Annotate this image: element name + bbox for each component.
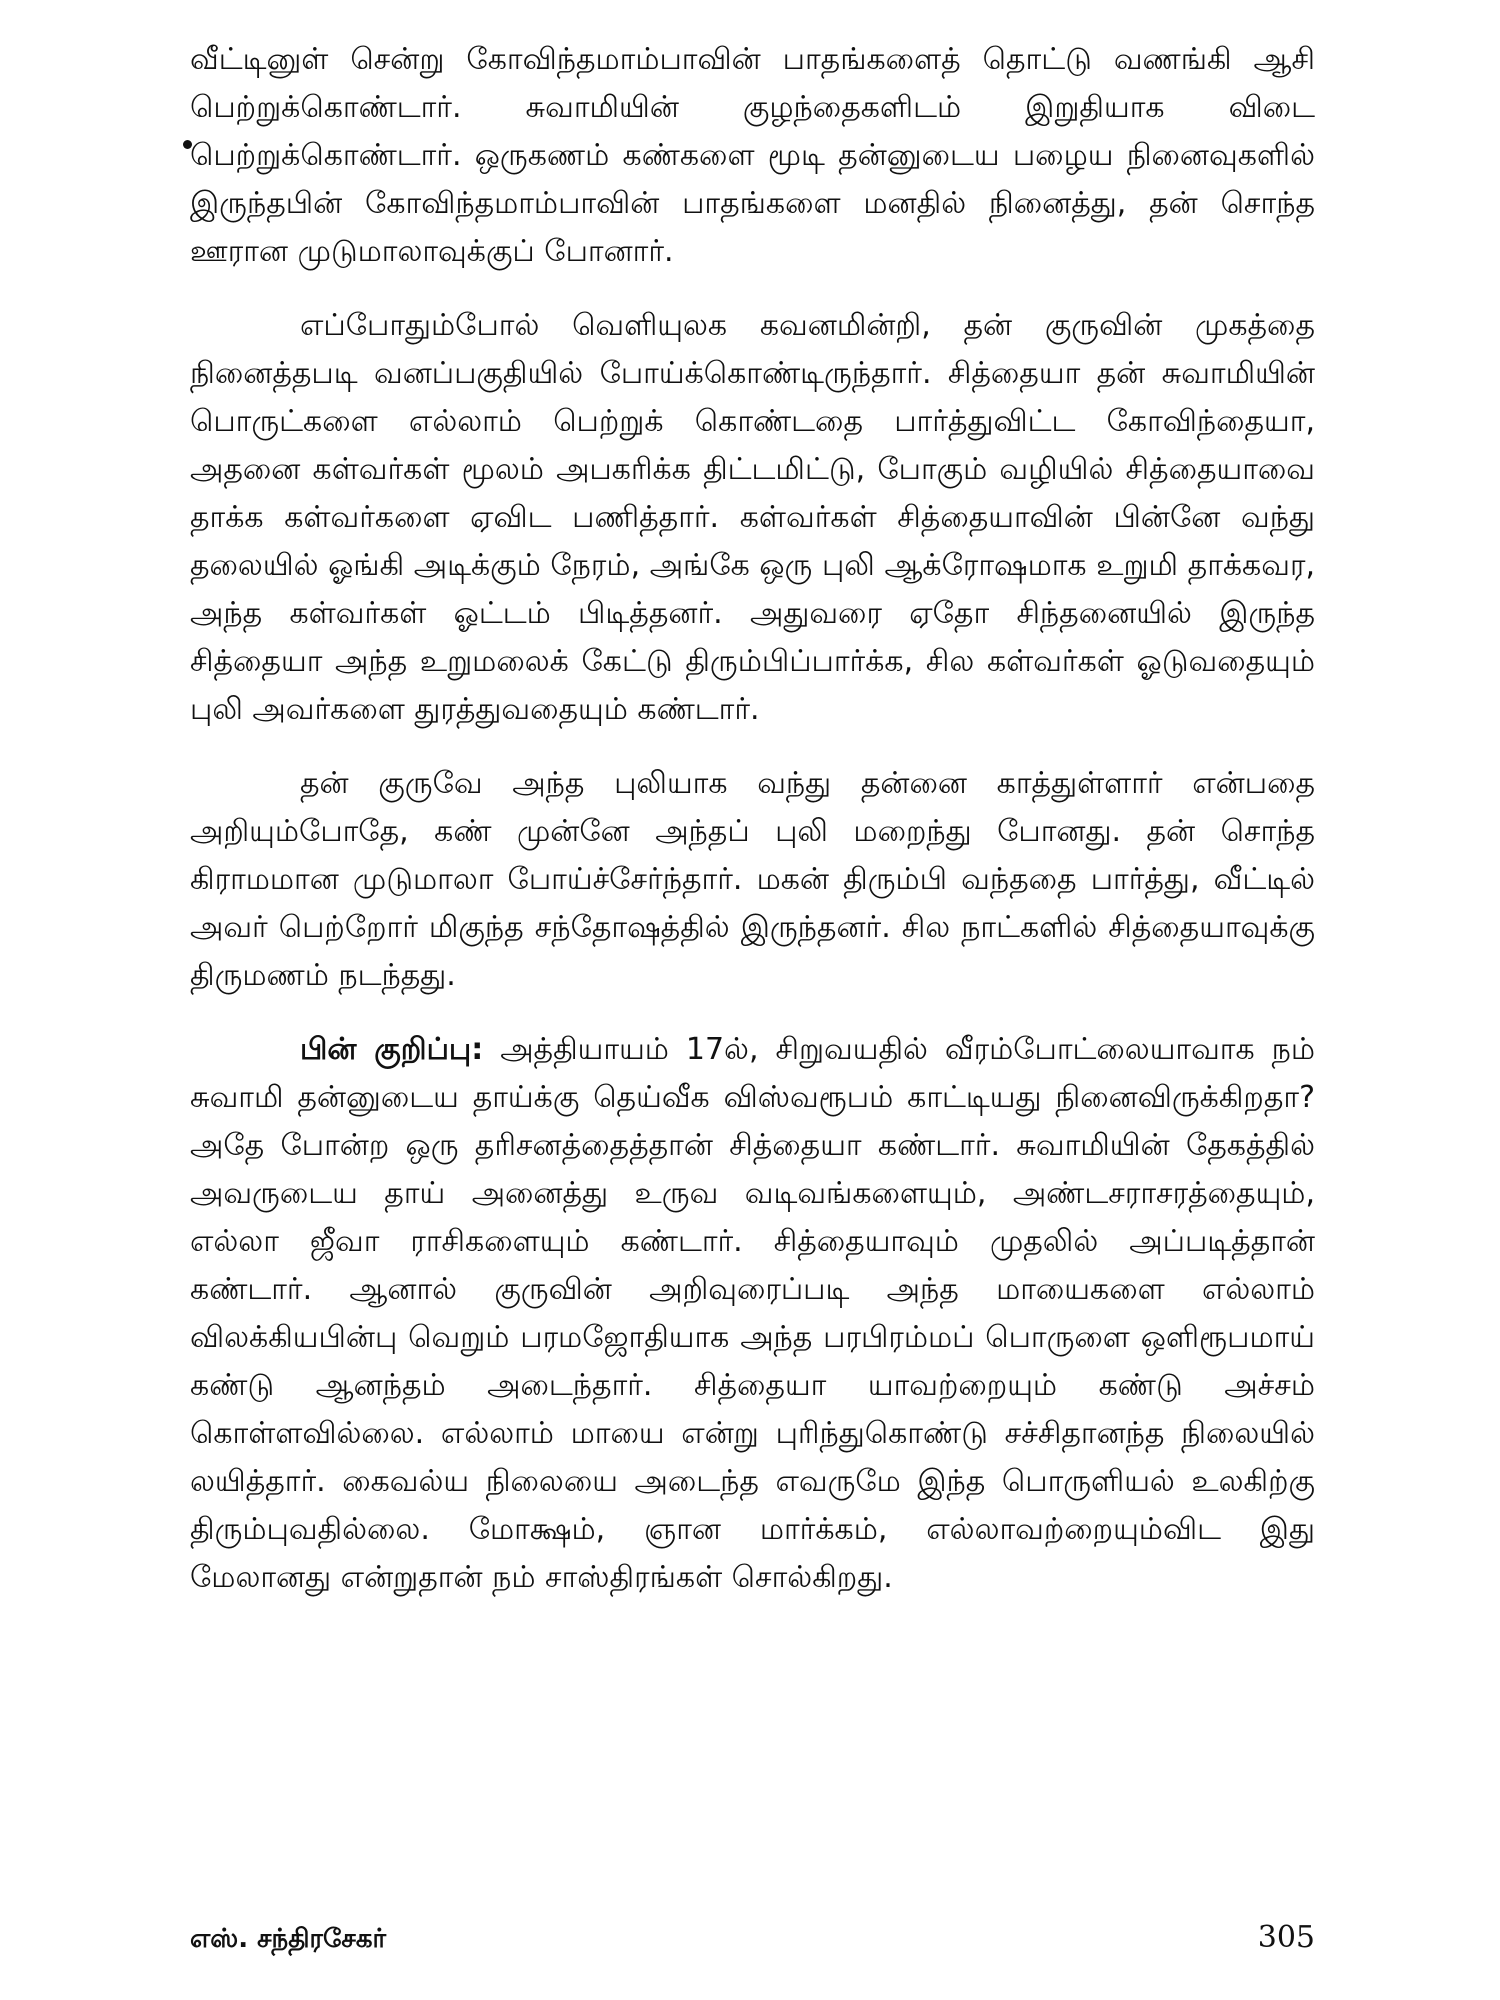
page-body — [190, 36, 1315, 1628]
footer-author: எஸ். சந்திரசேகர் — [190, 1924, 387, 1954]
footnote-paragraph — [190, 1026, 1315, 1602]
page-number: 305 — [1257, 1920, 1315, 1955]
paragraph-2: எப்போதும்போல் வெளியுலக கவனமின்றி, தன் குருவின் முகத்தை நினைத்தபடி வனப்பகுதியில் போய்க்கொண்டிருந்தார். சித்தையா தன் சுவாமியின் பொருட்களை எல்லாம் பெற்றுக் கொண்டதை பார்த்துவிட்ட கோவிந்தையா, அதனை கள்வர்கள் மூலம் அபகரிக்க திட்டமிட்டு, போகும் வழியில் சித்தையாவை தாக்க கள்வர்களை ஏவிட பணித்தார். கள்வர்கள் சித்தையாவின் பின்னே வந்து தலையில் ஓங்கி அடிக்கும் நேரம், அங்கே ஒரு புலி ஆக்ரோஷமாக உறுமி தாக்கவர, அந்த கள்வர்கள் ஓட்டம் பிடித்தனர். அதுவரை ஏதோ சிந்தனையில் இருந்த சித்தையா அந்த உறுமலைக் கேட்டு திரும்பிப்பார்க்க, சில கள்வர்கள் ஓடுவதையும் புலி அவர்களை துரத்துவதையும் கண்டார். — [190, 308, 1315, 727]
paragraph-3: தன் குருவே அந்த புலியாக வந்து தன்னை காத்துள்ளார் என்பதை அறியும்போதே, கண் முன்னே அந்தப் புலி மறைந்து போனது. தன் சொந்த கிராமமான முடுமாலா போய்ச்சேர்ந்தார். மகன் திரும்பி வந்ததை பார்த்து, வீட்டில் அவர் பெற்றோர் மிகுந்த சந்தோஷத்தில் இருந்தனர். சில நாட்களில் சித்தையாவுக்கு திருமணம் நடந்தது. — [190, 766, 1315, 993]
paragraph-1: வீட்டினுள் சென்று கோவிந்தமாம்பாவின் பாதங்களைத் தொட்டு வணங்கி ஆசி பெற்றுக்கொண்டார். சுவாமியின் குழந்தைகளிடம் இறுதியாக விடை பெற்றுக்கொண்டார். ஒருகணம் கண்களை மூடி தன்னுடைய பழைய நினைவுகளில் இருந்தபின் கோவிந்தமாம்பாவின் பாதங்களை மனதில் நினைத்து, தன் சொந்த ஊரான முடுமாலாவுக்குப் போனார். — [190, 42, 1315, 269]
note-label: பின் குறிப்பு: — [300, 1032, 484, 1067]
note-text: அத்தியாயம் 17ல், சிறுவயதில் வீரம்போட்லையாவாக நம் சுவாமி தன்னுடைய தாய்க்கு தெய்வீக விஸ்வரூபம் காட்டியது நினைவிருக்கிறதா? அதே போன்ற ஒரு தரிசனத்தைத்தான் சித்தையா கண்டார். சுவாமியின் தேகத்தில் அவருடைய தாய் அனைத்து உருவ வடிவங்களையும், அண்டசராசரத்தையும், எல்லா ஜீவா ராசிகளையும் கண்டார். சித்தையாவும் முதலில் அப்படித்தான் கண்டார். ஆனால் குருவின் அறிவுரைப்படி அந்த மாயைகளை எல்லாம் விலக்கியபின்பு வெறும் பரமஜோதியாக அந்த பரபிரம்மப் பொருளை ஒளிரூபமாய் கண்டு ஆனந்தம் அடைந்தார். சித்தையா யாவற்றையும் கண்டு அச்சம் கொள்ளவில்லை. எல்லாம் மாயை என்று புரிந்துகொண்டு சச்சிதானந்த நிலையில் லயித்தார். கைவல்ய நிலையை அடைந்த எவருமே இந்த பொருளியல் உலகிற்கு திரும்புவதில்லை. மோக்ஷம், ஞான மார்க்கம், எல்லாவற்றையும்விட இது மேலானது என்றுதான் நம் சாஸ்திரங்கள் சொல்கிறது. — [190, 1032, 1316, 1595]
page-footer — [190, 1920, 1315, 1957]
